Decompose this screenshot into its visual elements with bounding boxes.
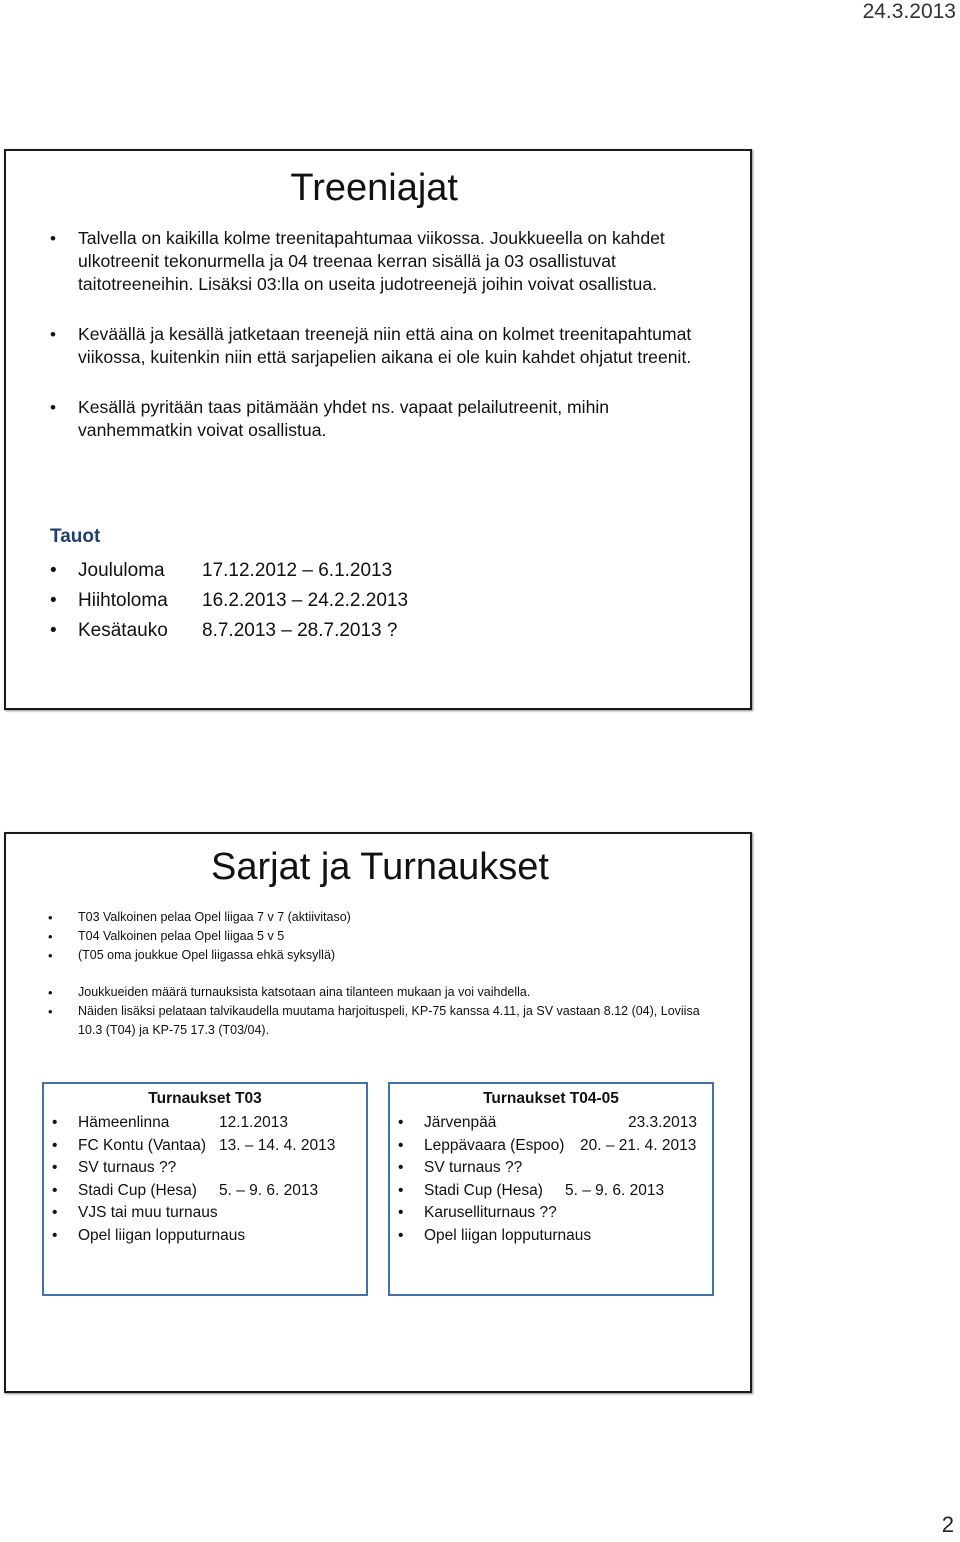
tournament-name: Karuselliturnaus ?? [424,1204,557,1221]
tournaments-t04-box [388,1082,714,1296]
bullet-item: • Joukkueiden määrä turnauksista katsotaan aina tilanteen mukaan ja voi vaihdella. [78,983,718,1002]
break-item [78,616,678,646]
break-dates: 8.7.2013 – 28.7.2013 ? [202,620,398,641]
bullet-item: • T04 Valkoinen pelaa Opel liigaa 5 v 5 [78,927,718,946]
tournament-date: 13. – 14. 4. 2013 [219,1136,336,1154]
tournament-date: 23.3.2013 [628,1114,697,1131]
slide-sarjat-ja-turnaukset [4,832,752,1393]
tournament-item [424,1180,714,1203]
tournament-item [78,1202,368,1225]
slide-title-text: Treeniajat [290,167,458,209]
tournament-list [424,1112,714,1247]
tournament-name: SV turnaus ?? [78,1159,177,1176]
bullet-item: • T03 Valkoinen pelaa Opel liigaa 7 v 7 (aktiivitaso) [78,908,718,927]
tournament-item [78,1225,368,1248]
slide-title [6,167,746,210]
tournament-name: Stadi Cup (Hesa) [78,1181,197,1199]
box-title: Turnaukset T03 [148,1090,262,1107]
breaks-heading: Tauot [50,526,101,547]
bullet-item: • Näiden lisäksi pelataan talvikaudella muutama harjoituspeli, KP-75 kanssa 4.11, ja SV vastaan 8.12 (04), Loviisa 10.3 (T04) ja KP-75 17.3 (T03/04). [78,1002,718,1040]
series-bullet-list [78,908,718,1040]
break-name: Hiihtoloma [78,590,168,611]
page-number: 2 [941,1512,954,1537]
training-bullet-list [78,227,718,442]
tournament-name: Stadi Cup (Hesa) [424,1181,543,1199]
tournament-name: Hämeenlinna [78,1114,170,1131]
tournament-date: 12.1.2013 [219,1114,288,1131]
tournament-item [78,1112,368,1135]
break-name: Kesätauko [78,620,168,641]
break-dates: 17.12.2012 – 6.1.2013 [202,560,393,581]
tournament-name: VJS tai muu turnaus [78,1204,218,1221]
break-name: Joululoma [78,560,165,581]
tournament-name: FC Kontu (Vantaa) [78,1136,207,1154]
slide-title-text: Sarjat ja Turnaukset [211,846,549,888]
box-title: Turnaukset T04-05 [483,1090,619,1107]
tournament-item [424,1112,714,1135]
tournament-name: Opel liigan lopputurnaus [78,1226,246,1244]
tournament-item [424,1157,714,1180]
bullet-item: • (T05 oma joukkue Opel liigassa ehkä syksyllä) [78,946,718,965]
tournament-name: Opel liigan lopputurnaus [424,1226,592,1244]
header-date: 24.3.2013 [862,0,956,23]
tournament-item [424,1225,714,1248]
tournaments-t03-box [42,1082,368,1296]
tournament-list [78,1112,368,1247]
break-item [78,586,678,616]
tournament-date: 5. – 9. 6. 2013 [219,1181,319,1199]
tournament-name: Leppävaara (Espoo) [424,1136,565,1154]
break-item [78,556,678,586]
breaks-list [78,556,678,646]
bullet-item: • Keväällä ja kesällä jatketaan treenejä niin että aina on kolmet treenitapahtumat viikossa, kuitenkin niin että sarjapelien aikana ei ole kuin kahdet ohjatut treenit. [78,323,718,369]
slide-title [6,846,750,889]
tournament-item [78,1157,368,1180]
bullet-item: • Kesällä pyritään taas pitämään yhdet ns. vapaat pelailutreenit, mihin vanhemmatkin voivat osallistua. [78,396,718,442]
tournament-name: Järvenpää [424,1114,497,1131]
tournament-item [424,1135,714,1158]
tournament-item [78,1180,368,1203]
bullet-item: • Talvella on kaikilla kolme treenitapahtumaa viikossa. Joukkueella on kahdet ulkotreenit tekonurmella ja 04 treenaa kerran sisällä ja 03 osallistuvat taitotreeneihin. Lisäksi 03:lla on useita judotreenejä joihin voivat osallistua. [78,227,718,296]
tournament-date: 20. – 21. 4. 2013 [580,1136,697,1154]
tournament-item [424,1202,714,1225]
tournament-item [78,1135,368,1158]
break-dates: 16.2.2013 – 24.2.2.2013 [202,590,409,611]
tournament-date: 5. – 9. 6. 2013 [565,1181,665,1199]
slide-treeniajat [4,149,752,710]
tournament-name: SV turnaus ?? [424,1159,523,1176]
